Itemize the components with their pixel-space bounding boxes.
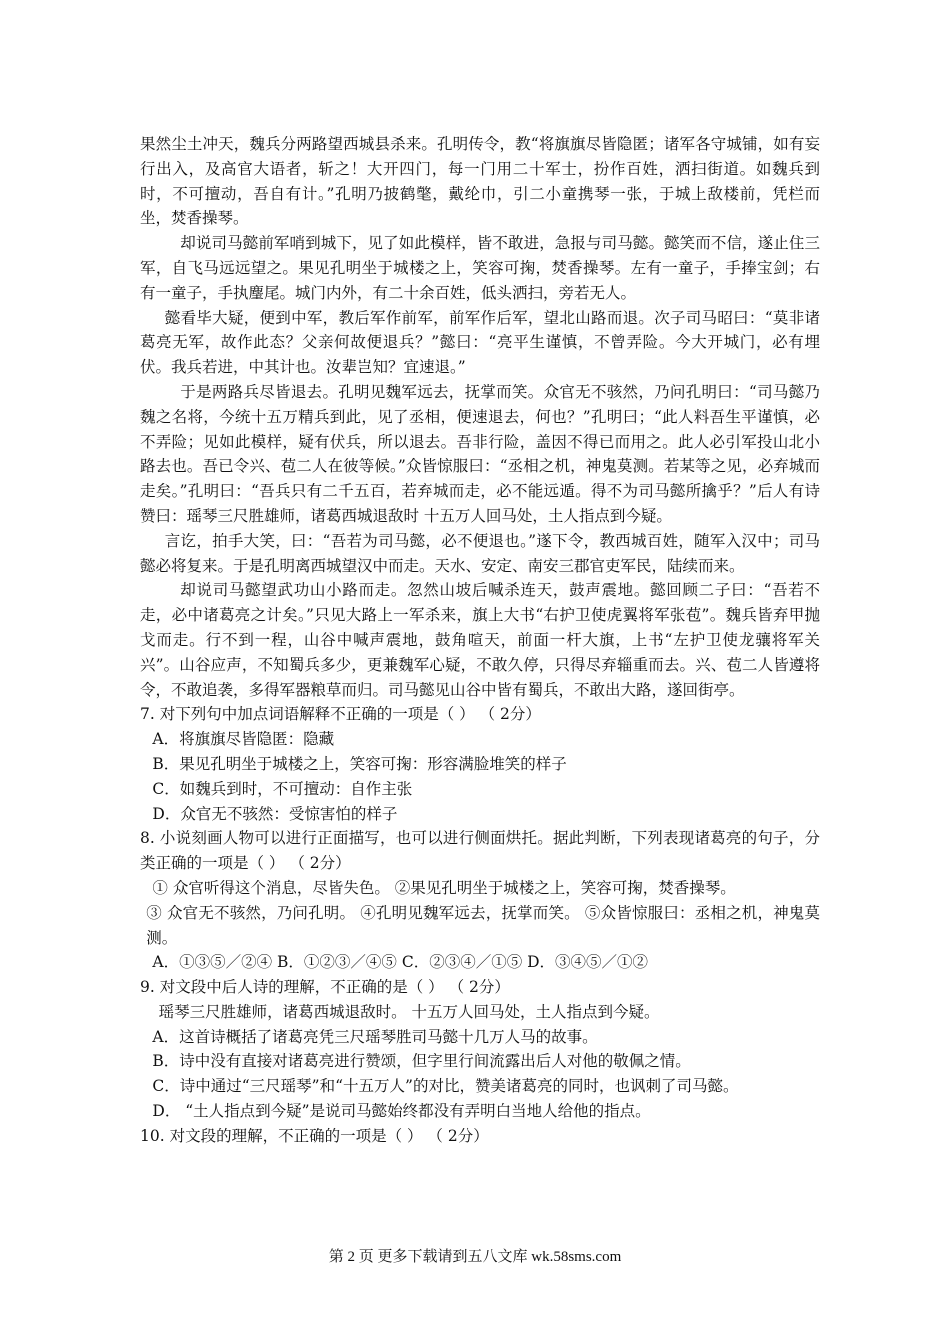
page-footer: 第 2 页 更多下载请到五八文库 wk.58sms.com	[328, 1249, 622, 1265]
question-8-items-1: ① 众官听得这个消息，尽皆失色。 ②果见孔明坐于城楼之上，笑容可掬，焚香操琴。	[152, 878, 736, 897]
question-7-option-b: B．果见孔明坐于城楼之上，笑容可掬：形容满脸堆笑的样子	[152, 754, 567, 773]
paragraph: 言讫，拍手大笑，曰：“吾若为司马懿，必不便退也。”遂下令，教西城百姓，随军入汉中；司马懿必将复来。于是孔明离西城望汉中而走。天水、安定、南安三郡官吏军民，陆续而来。	[140, 531, 820, 575]
question-9-poem: 瑶琴三尺胜雄师，诸葛西城退敌时。 十五万人回马处，土人指点到今疑。	[158, 1002, 660, 1021]
question-8-choices: A．①③⑤／②④ B．①②③／④⑤ C．②③④／①⑤ D．③④⑤／①②	[152, 953, 649, 972]
paragraph: 于是两路兵尽皆退去。孔明见魏军远去，抚掌而笑。众官无不骇然，乃问孔明曰：“司马懿乃魏之名将，今统十五万精兵到此，见了丞相，便速退去，何也？”孔明曰；“此人料吾生平谨慎，必不弄险；见如此模样，疑有伏兵，所以退去。吾非行险，盖因不得已而用之。此人必引军投山北小路去也。吾已令兴、苞二人在彼等候。”众皆惊服曰：“丞相之机，神鬼莫测。若某等之见，必弃城而走矣。”孔明曰：“吾兵只有二千五百，若弃城而走，必不能远遁。得不为司马懿所擒乎？”后人有诗赞曰：瑶琴三尺胜雄师，诸葛西城退敌时 十五万人回马处，土人指点到今疑。	[140, 382, 820, 525]
question-8-stem: 8. 小说刻画人物可以进行正面描写，也可以进行侧面烘托。据此判断，下列表现诸葛亮的句子，分类正确的一项是（ ） （ 2分）	[140, 829, 820, 873]
question-7-option-c: C．如魏兵到时，不可擅动：自作主张	[152, 779, 413, 798]
question-7-option-d: D．众官无不骇然：受惊害怕的样子	[152, 804, 398, 823]
question-9-option-d: D． “土人指点到今疑”是说司马懿始终都没有弄明白当地人给他的指点。	[152, 1102, 651, 1121]
question-9-option-a: A．这首诗概括了诸葛亮凭三尺瑶琴胜司马懿十几万人马的故事。	[152, 1027, 598, 1046]
question-10-stem: 10. 对文段的理解，不正确的一项是（ ） （ 2分）	[140, 1126, 489, 1145]
question-9-stem: 9. 对文段中后人诗的理解，不正确的是（ ） （ 2分）	[140, 978, 510, 997]
paragraph: 果然尘土冲天，魏兵分两路望西城县杀来。孔明传令，教“将旗旗尽皆隐匿；诸军各守城铺，如有妄行出入，及高官大语者，斩之！大开四门，每一门用二十军士，扮作百姓，洒扫街道。如魏兵到时，不可擅动，吾自有计。”孔明乃披鹤氅，戴纶巾，引二小童携琴一张，于城上敌楼前，凭栏而坐，焚香操琴。	[140, 135, 820, 228]
paragraph: 却说司马懿望武功山小路而走。忽然山坡后喊杀连天，鼓声震地。懿回顾二子曰：“吾若不走，必中诸葛亮之计矣。”只见大路上一军杀来，旗上大书“右护卫使虎翼将军张苞”。魏兵皆弃甲抛戈而走。行不到一程，山谷中喊声震地，鼓角喧天，前面一杆大旗，上书“左护卫使龙骧将军关兴”。山谷应声，不知蜀兵多少，更兼魏军心疑，不敢久停，只得尽弃辎重而去。兴、苞二人皆遵将令，不敢追袭，多得军器粮草而归。司马懿见山谷中皆有蜀兵，不敢出大路，遂回街亭。	[140, 581, 820, 699]
paragraph: 却说司马懿前军哨到城下，见了如此模样，皆不敢进，急报与司马懿。懿笑而不信，遂止住三军，自飞马远远望之。果见孔明坐于城楼之上，笑容可掬，焚香操琴。左有一童子，手捧宝剑；右有一童子，手执麈尾。城门内外，有二十余百姓，低头洒扫，旁若无人。	[140, 234, 820, 302]
question-8-items-2: ③ 众官无不骇然，乃问孔明。 ④孔明见魏军远去，抚掌而笑。 ⑤众皆惊服曰：丞相之机，神鬼莫测。	[146, 903, 820, 947]
question-9-option-b: B．诗中没有直接对诸葛亮进行赞颂，但字里行间流露出后人对他的敬佩之情。	[152, 1052, 691, 1071]
page-content	[140, 132, 820, 1149]
question-7-option-a: A．将旗旗尽皆隐匿：隐藏	[152, 730, 335, 749]
question-9-option-c: C．诗中通过“三尺瑶琴”和“十五万人”的对比，赞美诸葛亮的同时，也讽刺了司马懿。	[152, 1077, 739, 1096]
paragraph: 懿看毕大疑，便到中军，教后军作前军，前军作后军，望北山路而退。次子司马昭曰：“莫非诸葛亮无军，故作此态？父亲何故便退兵？”懿曰：“亮平生谨慎，不曾弄险。今大开城门，必有埋伏。我兵若进，中其计也。汝辈岂知？宜速退。”	[140, 308, 820, 377]
question-7-stem: 7. 对下列句中加点词语解释不正确的一项是（ ） （ 2分）	[140, 705, 541, 724]
